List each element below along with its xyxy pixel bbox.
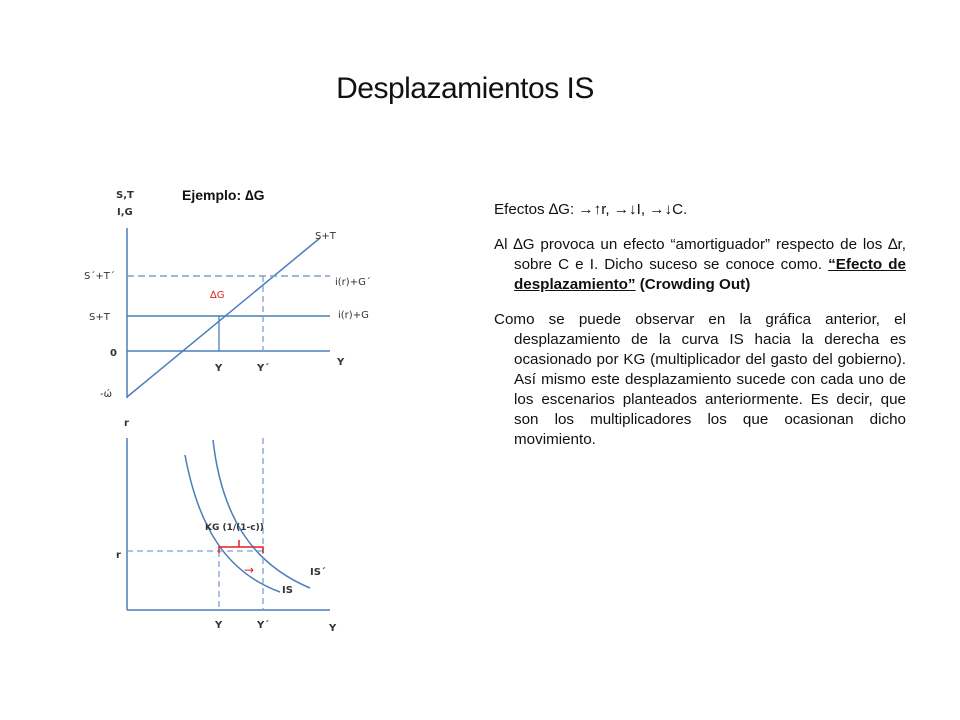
y-axis-label-st: S,T [116, 190, 134, 201]
zero-label: 0 [110, 348, 117, 359]
effects-paragraph: Efectos ∆G: →↑r, →↓I, →↓C. [494, 201, 688, 218]
bottom-x-axis-label: Y [329, 623, 337, 634]
explanation-text [494, 200, 906, 465]
is-prime-label: IS´ [310, 567, 326, 578]
crowding-out-paragraph [494, 235, 906, 295]
kg-label: KG (1/(1-c)) [205, 523, 264, 533]
top-y-label: Y [215, 363, 223, 374]
top-y-prime-label: Y´ [257, 363, 270, 374]
crowding-out-text: Al ∆G provoca un efecto “amortiguador” respecto de los ∆r, sobre C e I. Dicho suceso se conoce como. [494, 236, 906, 273]
example-label: Ejemplo: ∆G [182, 187, 265, 203]
delta-g-label: ∆G [210, 290, 225, 301]
st-line [127, 238, 320, 397]
page-title: Desplazamientos IS [336, 72, 594, 105]
is-prime-curve [213, 440, 310, 588]
bottom-y-prime-label: Y´ [257, 620, 270, 631]
shift-arrow-label: → [244, 563, 255, 577]
ir-g-prime-label: i(r)+G´ [335, 277, 371, 288]
r-level-label: r [116, 550, 121, 561]
st-line-label: S+T [315, 231, 336, 242]
st-prime-label: S´+T´ [84, 271, 115, 282]
top-x-axis-label: Y [337, 357, 345, 368]
multiplier-paragraph: Como se puede observar en la gráfica anterior, el desplazamiento de la curva IS hacia la derecha es ocasionado por KG (multiplicador del gasto del gobierno). Así mismo este desplazamiento sucede con cada uno de los escenarios planteados anteriormente. Es decir, que son los multiplicadores los que ocasionan dicho movimiento. [494, 311, 906, 448]
y-axis-label-ig: I,G [117, 207, 133, 218]
crowding-out-english: (Crowding Out) [635, 276, 751, 293]
ir-g-label: i(r)+G [338, 310, 369, 321]
is-label: IS [282, 585, 293, 596]
bottom-y-axis-label: r [124, 418, 129, 429]
crowding-out-term: “Efecto de desplazamiento” [514, 256, 906, 293]
neg-label: -ώ [100, 389, 112, 400]
st-level-label: S+T [89, 312, 110, 323]
bottom-y-label: Y [215, 620, 223, 631]
